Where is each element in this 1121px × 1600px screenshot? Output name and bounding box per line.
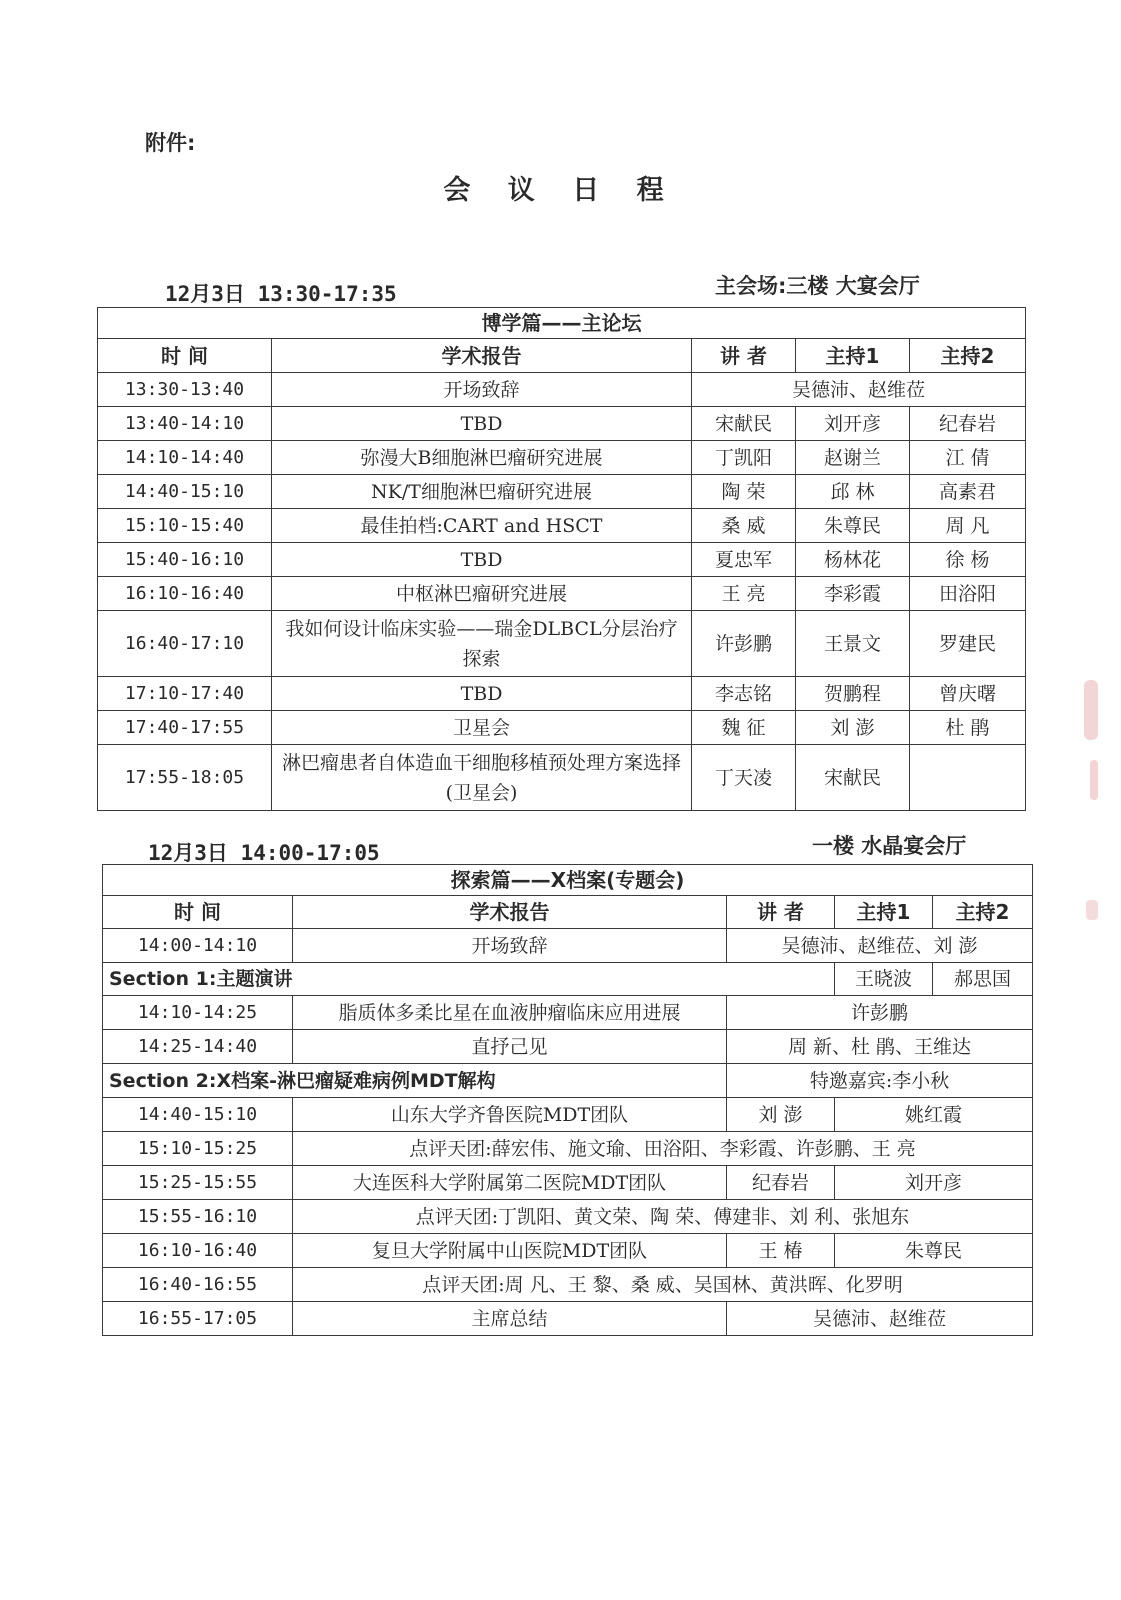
row-time: 15:10-15:40 (98, 509, 272, 543)
row-topic: TBD (272, 677, 692, 711)
row-host1: 杨林花 (796, 543, 910, 577)
row-time: 16:40-17:10 (98, 611, 272, 677)
table-row (103, 929, 1033, 963)
header-speaker: 讲 者 (727, 896, 835, 929)
row-topic: 弥漫大B细胞淋巴瘤研究进展 (272, 441, 692, 475)
row-time: 14:10-14:40 (98, 441, 272, 475)
row-speaker: 王 椿 (727, 1234, 835, 1268)
row-time: 17:55-18:05 (98, 745, 272, 811)
row-speaker: 宋献民 (692, 407, 796, 441)
page-title: 会 议 日 程 (443, 175, 678, 206)
section1-title: Section 1:主题演讲 (103, 963, 835, 996)
section-row (103, 1064, 1033, 1098)
row-speaker: 周 新、杜 鹃、王维达 (727, 1030, 1033, 1064)
row-host2: 罗建民 (910, 611, 1026, 677)
table-row (98, 509, 1026, 543)
table-row (103, 1030, 1033, 1064)
row-topic: 大连医科大学附属第二医院MDT团队 (293, 1166, 727, 1200)
table-row (98, 611, 1026, 677)
row-comment: 点评天团:薛宏伟、施文瑜、田浴阳、李彩霞、许彭鹏、王 亮 (293, 1132, 1033, 1166)
table-row (98, 373, 1026, 407)
attachment-label: 附件: (145, 131, 196, 155)
session2-venue: 一楼 水晶宴会厅 (812, 834, 967, 858)
row-topic: 中枢淋巴瘤研究进展 (272, 577, 692, 611)
row-time: 16:10-16:40 (98, 577, 272, 611)
row-speaker: 王 亮 (692, 577, 796, 611)
session1-forum-title: 博学篇——主论坛 (98, 308, 1026, 339)
row-time: 14:10-14:25 (103, 996, 293, 1030)
row-hosts: 吴德沛、赵维莅 (727, 1302, 1033, 1336)
row-host2: 徐 杨 (910, 543, 1026, 577)
table-row (103, 1302, 1033, 1336)
row-host1: 朱尊民 (796, 509, 910, 543)
row-time: 14:40-15:10 (103, 1098, 293, 1132)
row-host1: 刘 澎 (796, 711, 910, 745)
row-time: 13:30-13:40 (98, 373, 272, 407)
table-row (103, 1098, 1033, 1132)
header-host2: 主持2 (910, 339, 1026, 373)
table-row (98, 407, 1026, 441)
row-host1: 邱 林 (796, 475, 910, 509)
row-host2: 高素君 (910, 475, 1026, 509)
row-host1: 李彩霞 (796, 577, 910, 611)
header-topic: 学术报告 (272, 339, 692, 373)
session2-schedule-table (102, 864, 1033, 1336)
row-time: 17:40-17:55 (98, 711, 272, 745)
row-topic: 我如何设计临床实验——瑞金DLBCL分层治疗探索 (272, 611, 692, 677)
row-speaker: 许彭鹏 (692, 611, 796, 677)
table-row (98, 711, 1026, 745)
row-host1: 赵谢兰 (796, 441, 910, 475)
row-time: 14:40-15:10 (98, 475, 272, 509)
header-host1: 主持1 (796, 339, 910, 373)
row-speaker: 许彭鹏 (727, 996, 1033, 1030)
row-topic: 主席总结 (293, 1302, 727, 1336)
row-speaker: 丁凯阳 (692, 441, 796, 475)
row-host2: 杜 鹃 (910, 711, 1026, 745)
row-topic: 最佳拍档:CART and HSCT (272, 509, 692, 543)
row-topic: TBD (272, 543, 692, 577)
row-topic: NK/T细胞淋巴瘤研究进展 (272, 475, 692, 509)
header-speaker: 讲 者 (692, 339, 796, 373)
row-time: 14:00-14:10 (103, 929, 293, 963)
table-header-row (103, 896, 1033, 929)
row-host2: 周 凡 (910, 509, 1026, 543)
session1-venue: 主会场:三楼 大宴会厅 (715, 274, 920, 298)
row-topic: 开场致辞 (272, 373, 692, 407)
row-time: 16:40-16:55 (103, 1268, 293, 1302)
row-speaker: 陶 荣 (692, 475, 796, 509)
row-topic: 脂质体多柔比星在血液肿瘤临床应用进展 (293, 996, 727, 1030)
row-speaker: 纪春岩 (727, 1166, 835, 1200)
row-time: 15:25-15:55 (103, 1166, 293, 1200)
table-row (98, 543, 1026, 577)
table-row (103, 1132, 1033, 1166)
header-time: 时 间 (103, 896, 293, 929)
row-host2 (910, 745, 1026, 811)
row-topic: 直抒己见 (293, 1030, 727, 1064)
seal-mark (1086, 900, 1098, 920)
row-time: 17:10-17:40 (98, 677, 272, 711)
session2-date: 12月3日 14:00-17:05 (148, 841, 380, 865)
table-row (98, 577, 1026, 611)
row-topic: TBD (272, 407, 692, 441)
seal-mark (1090, 760, 1098, 800)
section1-host1: 王晓波 (835, 963, 933, 996)
section-row (103, 963, 1033, 996)
seal-mark (1084, 680, 1098, 740)
row-host2: 田浴阳 (910, 577, 1026, 611)
row-host2: 纪春岩 (910, 407, 1026, 441)
section1-host2: 郝思国 (933, 963, 1033, 996)
row-host2: 江 倩 (910, 441, 1026, 475)
row-speaker: 桑 威 (692, 509, 796, 543)
row-speaker: 刘 澎 (727, 1098, 835, 1132)
header-topic: 学术报告 (293, 896, 727, 929)
row-host1: 贺鹏程 (796, 677, 910, 711)
row-host: 刘开彦 (835, 1166, 1033, 1200)
row-host: 朱尊民 (835, 1234, 1033, 1268)
row-time: 16:10-16:40 (103, 1234, 293, 1268)
table-row (103, 1166, 1033, 1200)
row-time: 15:10-15:25 (103, 1132, 293, 1166)
row-hosts: 吴德沛、赵维莅、刘 澎 (727, 929, 1033, 963)
table-row (103, 1268, 1033, 1302)
row-comment: 点评天团:周 凡、王 黎、桑 威、吴国林、黄洪晖、化罗明 (293, 1268, 1033, 1302)
row-comment: 点评天团:丁凯阳、黄文荣、陶 荣、傅建非、刘 利、张旭东 (293, 1200, 1033, 1234)
table-header-row (98, 339, 1026, 373)
row-hosts: 吴德沛、赵维莅 (692, 373, 1026, 407)
row-topic: 复旦大学附属中山医院MDT团队 (293, 1234, 727, 1268)
row-host1: 宋献民 (796, 745, 910, 811)
row-time: 15:40-16:10 (98, 543, 272, 577)
row-speaker: 李志铭 (692, 677, 796, 711)
row-time: 16:55-17:05 (103, 1302, 293, 1336)
row-speaker: 丁天凌 (692, 745, 796, 811)
header-host2: 主持2 (933, 896, 1033, 929)
section2-title: Section 2:X档案-淋巴瘤疑难病例MDT解构 (103, 1064, 727, 1098)
table-row (98, 677, 1026, 711)
row-topic: 开场致辞 (293, 929, 727, 963)
row-speaker: 魏 征 (692, 711, 796, 745)
row-speaker: 夏忠军 (692, 543, 796, 577)
session1-schedule-table (97, 307, 1026, 811)
row-host: 姚红霞 (835, 1098, 1033, 1132)
row-host1: 王景文 (796, 611, 910, 677)
session1-date: 12月3日 13:30-17:35 (165, 282, 397, 306)
row-host2: 曾庆曙 (910, 677, 1026, 711)
table-row (103, 1234, 1033, 1268)
table-row (98, 745, 1026, 811)
session2-forum-title: 探索篇——X档案(专题会) (103, 865, 1033, 896)
section2-guest: 特邀嘉宾:李小秋 (727, 1064, 1033, 1098)
row-topic: 山东大学齐鲁医院MDT团队 (293, 1098, 727, 1132)
table-row (103, 1200, 1033, 1234)
table-row (103, 996, 1033, 1030)
table-row (98, 475, 1026, 509)
header-time: 时 间 (98, 339, 272, 373)
row-host1: 刘开彦 (796, 407, 910, 441)
table-row (98, 441, 1026, 475)
row-topic: 卫星会 (272, 711, 692, 745)
row-time: 14:25-14:40 (103, 1030, 293, 1064)
row-time: 13:40-14:10 (98, 407, 272, 441)
row-time: 15:55-16:10 (103, 1200, 293, 1234)
row-topic: 淋巴瘤患者自体造血干细胞移植预处理方案选择(卫星会) (272, 745, 692, 811)
header-host1: 主持1 (835, 896, 933, 929)
